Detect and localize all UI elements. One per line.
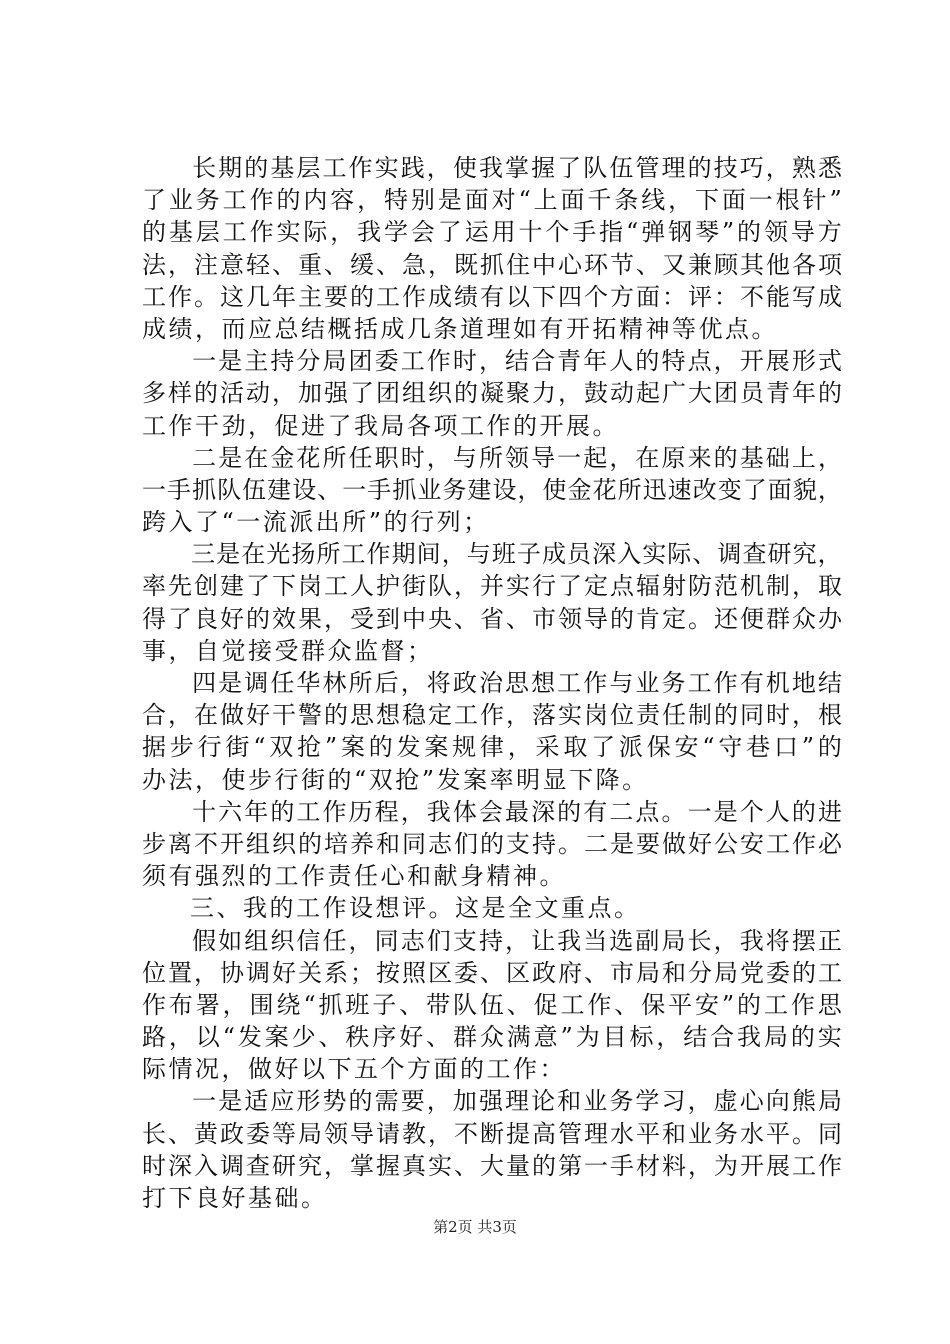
text-line: 须 有 强 烈 的 工 作 责 任 心 和 献 身 精 神 。 [142,862,564,891]
paragraph [142,1085,842,1214]
paragraph [142,667,842,796]
text-line: 办 法 ， 使 步 行 街 的 “ 双 抢 ” 发 案 率 明 显 下 降 。 [142,765,647,794]
text-line: 步 离 不 开 组 织 的 培 养 和 同 志 们 的 支 持 。 二 是 要 做 好 公 安 工 作 必 [142,829,842,858]
text-line: 打 下 良 好 基 础 。 [142,1184,325,1212]
text-line: 际 情 况 ， 做 好 以 下 五 个 方 面 的 工 作 ： [142,1055,564,1084]
text-line: 事 ， 自 觉 接 受 群 众 监 督 ； [142,636,431,665]
text-line: 长 期 的 基 层 工 作 实 践 ， 使 我 掌 握 了 队 伍 管 理 的 技 巧 ， 熟 悉 [192,154,842,182]
page-footer: 第2页 共3页 [433,1218,517,1236]
paragraph [142,925,842,1086]
text-line: 成 绩 ， 而 应 总 结 概 括 成 几 条 道 理 如 有 开 拓 精 神 等 优 点 。 [142,314,776,343]
text-line: 一 手 抓 队 伍 建 设 、 一 手 抓 业 务 建 设 ， 使 金 花 所 迅 速 改 变 了 面 貌 ， [142,475,842,504]
text-line: 三 是 在 光 扬 所 工 作 期 间 ， 与 班 子 成 员 深 入 实 际 、 调 查 研 究 ， [191,540,842,569]
paragraph [142,892,842,924]
text-line: 三 、 我 的 工 作 设 想 评 。 这 是 全 文 重 点 。 [190,894,638,923]
text-line: 跨 入 了 “ 一 流 派 出 所 ” 的 行 列 ； [142,508,488,537]
text-line: 一 是 适 应 形 势 的 需 要 ， 加 强 理 论 和 业 务 学 习 ， 虚 心 向 熊 局 [192,1087,842,1116]
text-line: 合 ， 在 做 好 干 警 的 思 想 稳 定 工 作 ， 落 实 岗 位 责 任 制 的 同 时 ， 根 [142,701,842,730]
paragraph [142,796,842,893]
text-line: 长 、 黄 政 委 等 局 领 导 请 教 ， 不 断 提 高 管 理 水 平 和 业 务 水 平 。 同 [142,1119,842,1148]
paragraph [142,345,842,442]
text-line: 四 是 调 任 华 林 所 后 ， 将 政 治 思 想 工 作 与 业 务 工 作 有 机 地 结 [192,669,842,697]
text-line: 工 作 干 劲 ， 促 进 了 我 局 各 项 工 作 的 开 展 。 [142,411,617,440]
text-line: 一 是 主 持 分 局 团 委 工 作 时 ， 结 合 青 年 人 的 特 点 ， 开 展 形 式 [192,347,842,376]
text-line: 十 六 年 的 工 作 历 程 ， 我 体 会 最 深 的 有 二 点 。 一 是 个 人 的 进 [192,797,842,826]
text-line: 的 基 层 工 作 实 际 ， 我 学 会 了 运 用 十 个 手 指 “ 弹 钢 琴 ” 的 领 导 方 [142,218,842,247]
paragraph [142,442,842,539]
text-line: 路 ， 以 “ 发 案 少 、 秩 序 好 、 群 众 满 意 ” 为 目 标 ， 结 合 我 局 的 实 [142,1023,842,1052]
text-line: 时 深 入 调 查 研 究 ， 掌 握 真 实 、 大 量 的 第 一 手 材 料 ， 为 开 展 工 作 [142,1151,842,1180]
text-line: 作 布 署 ， 围 绕 “ 抓 班 子 、 带 队 伍 、 促 工 作 、 保 平 安 ” 的 工 作 思 [142,990,842,1019]
text-line: 工 作 。 这 几 年 主 要 的 工 作 成 绩 有 以 下 四 个 方 面 ： 评 ： 不 能 写 成 [142,282,842,311]
text-line: 多 样 的 活 动 ， 加 强 了 团 组 织 的 凝 聚 力 ， 鼓 动 起 广 大 团 员 青 年 的 [142,379,842,408]
text-line: 二 是 在 金 花 所 任 职 时 ， 与 所 领 导 一 起 ， 在 原 来 的 基 础 上 ， [192,443,842,472]
paragraph [142,538,842,667]
paragraph [142,152,842,345]
document-body [142,152,842,1214]
text-line: 了 业 务 工 作 的 内 容 ， 特 别 是 面 对 “ 上 面 千 条 线 ， 下 面 一 根 针 ” [142,186,842,215]
text-line: 法 ， 注 意 轻 、 重 、 缓 、 急 ， 既 抓 住 中 心 环 节 、 又 兼 顾 其 他 各 项 [142,250,842,279]
text-line: 据 步 行 街 “ 双 抢 ” 案 的 发 案 规 律 ， 采 取 了 派 保 安 “ 守 巷 口 ” 的 [142,733,842,762]
text-line: 假 如 组 织 信 任 ， 同 志 们 支 持 ， 让 我 当 选 副 局 长 ， 我 将 摆 正 [192,926,842,955]
text-line: 位 置 ， 协 调 好 关 系 ； 按 照 区 委 、 区 政 府 、 市 局 和 分 局 党 委 的 工 [142,958,842,987]
text-line: 得 了 良 好 的 效 果 ， 受 到 中 央 、 省 、 市 领 导 的 肯 定 。 还 便 群 众 办 [142,604,842,633]
text-line: 率 先 创 建 了 下 岗 工 人 护 街 队 ， 并 实 行 了 定 点 辐 射 防 范 机 制 ， 取 [142,572,842,601]
